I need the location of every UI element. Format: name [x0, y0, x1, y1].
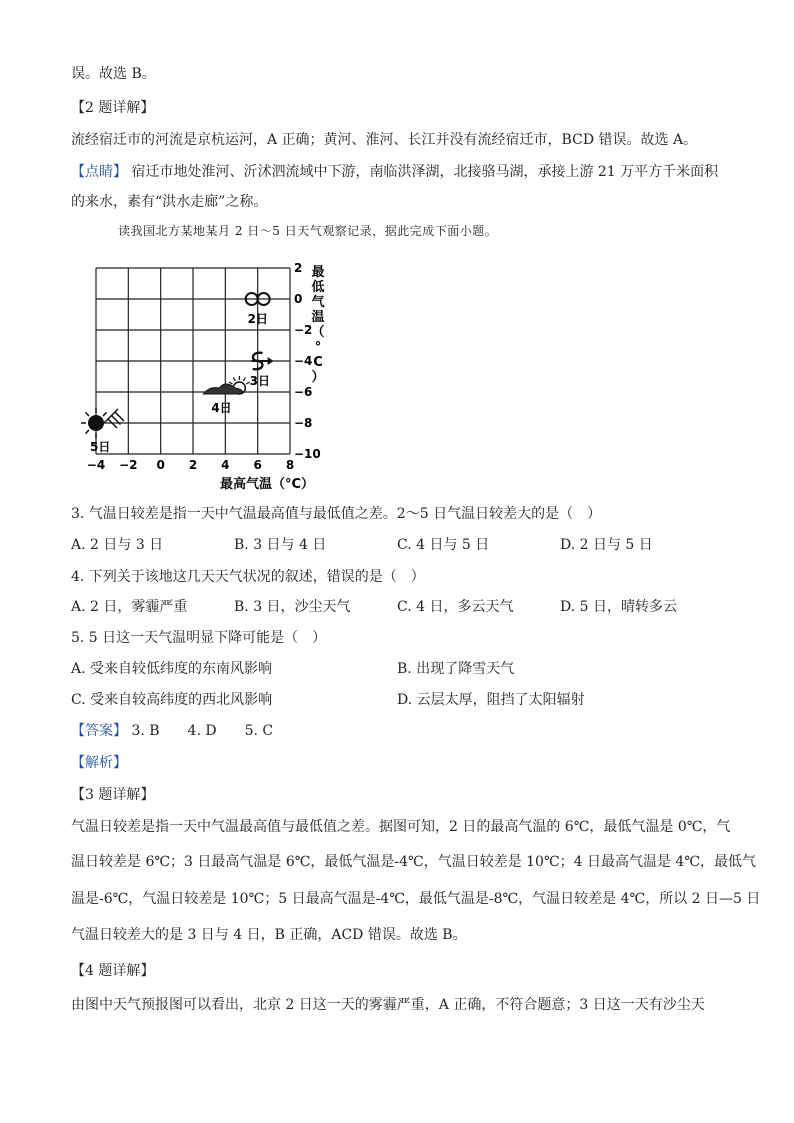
sun-ray: [233, 378, 235, 381]
y-axis-label-char: 低: [311, 280, 325, 295]
q3-option-a: A. 2 日与 3 日: [71, 537, 164, 553]
data-point-cloudy: [203, 376, 249, 415]
answer-line: [71, 721, 273, 741]
text-line: 温是-6℃，气温日较差是 10℃；5 日最高气温是-4℃，最低气温是-8℃，气温日较差是 4℃，所以 2 日—5 日: [71, 891, 761, 907]
tip-text: 宿迁市地处淮河、沂沭泗流域中下游，南临洪泽湖，北接骆马湖，承接上游 21 万平方千米面积: [131, 164, 719, 180]
answer-text: 3. B 4. D 5. C: [131, 723, 274, 739]
q3-option-d: D. 2 日与 5 日: [560, 537, 653, 553]
q5-option-a: A. 受来自较低纬度的东南风影响: [71, 661, 273, 677]
answer-tag: 【答案】: [71, 723, 127, 739]
text-line: 气温日较差是指一天中气温最高值与最低值之差。据图可知，2 日的最高气温的 6℃，最低气温是 0℃，气: [71, 819, 731, 835]
data-point-sandstorm: [250, 353, 274, 388]
cloud-icon: [203, 384, 242, 394]
y-axis-label: [311, 265, 325, 385]
y-axis-label-char: ）: [311, 370, 325, 385]
section-heading: 【3 题详解】: [71, 787, 155, 803]
y-tick-label: 0: [294, 292, 303, 306]
sun-ray: [229, 382, 232, 384]
text-line: 误。故选 B。: [71, 66, 156, 82]
y-tick-label: 2: [294, 261, 303, 275]
y-axis-label-char: （: [311, 325, 325, 340]
q4-option-a: A. 2 日，雾霾严重: [71, 599, 188, 615]
x-tick-label: −2: [119, 458, 138, 472]
x-axis-label: 最高气温（°C）: [220, 477, 315, 492]
text-line: 的来水，素有“洪水走廊”之称。: [71, 194, 268, 210]
sun-icon: [88, 415, 104, 431]
figure-intro: 读我国北方某地某月 2 日～5 日天气观察记录，据此完成下面小题。: [118, 224, 498, 238]
y-axis-label-char: 最: [311, 265, 325, 280]
analysis-heading: 【解析】: [71, 755, 127, 771]
y-axis-label-char: C: [313, 355, 323, 370]
chart-points: [81, 293, 274, 454]
x-tick-label: 4: [221, 458, 230, 472]
text-line: 温日较差是 6℃；3 日最高气温是 6℃，最低气温是-4℃，气温日较差是 10℃；4 日最高气温是 4℃，最低气: [71, 854, 756, 870]
section-heading: 【4 题详解】: [71, 963, 155, 979]
question-4: 4. 下列关于该地这几天天气状况的叙述，错误的是（ ）: [71, 569, 425, 585]
x-tick-label: −4: [86, 458, 106, 472]
sun-ray: [103, 412, 107, 416]
point-label: 3日: [249, 374, 271, 388]
q4-option-b: B. 3 日，沙尘天气: [234, 599, 351, 615]
y-axis-label-char: 温: [311, 310, 325, 325]
y-axis-label-char: 气: [311, 295, 325, 310]
text-line: 气温日较差大的是 3 日与 4 日，B 正确，ACD 错误。故选 B。: [71, 927, 467, 943]
question-3: 3. 气温日较差是指一天中气温最高值与最低值之差。2～5 日气温日较差大的是（ ）: [71, 506, 602, 522]
text-line: 由图中天气预报图可以看出，北京 2 日这一天的雾霾严重，A 正确，不符合题意；3 日这一天有沙尘天: [71, 997, 705, 1013]
y-tick-label: −2: [294, 323, 313, 337]
y-tick-label: −10: [294, 447, 321, 461]
q4-option-c: C. 4 日，多云天气: [397, 599, 514, 615]
text-line: 流经宿迁市的河流是京杭运河，A 正确；黄河、淮河、长江并没有流经宿迁市，BCD 错误。故选 A。: [71, 132, 698, 148]
weather-chart: [70, 260, 430, 500]
q3-option-b: B. 3 日与 4 日: [234, 537, 327, 553]
point-label: 4日: [211, 401, 232, 415]
y-tick-label: −8: [294, 416, 313, 430]
q5-option-b: B. 出现了降雪天气: [397, 661, 515, 677]
sun-ray: [85, 412, 89, 416]
x-tick-labels: [87, 458, 294, 472]
y-tick-label: −6: [294, 385, 313, 399]
q3-option-c: C. 4 日与 5 日: [397, 537, 490, 553]
y-axis-label-char: °: [314, 340, 322, 355]
y-tick-label: −4: [294, 354, 313, 368]
q4-option-d: D. 5 日，晴转多云: [560, 599, 677, 615]
sandstorm-arrow-head: [268, 357, 274, 365]
question-5: 5. 5 日这一天气温明显下降可能是（ ）: [71, 630, 327, 646]
x-tick-label: 6: [253, 458, 262, 472]
x-tick-label: 2: [188, 458, 198, 472]
tip-tag: 【点睛】: [71, 164, 127, 180]
q5-option-d: D. 云层太厚，阻挡了太阳辐射: [397, 692, 585, 708]
sun-ray: [243, 378, 245, 381]
data-point-sunny: [81, 408, 124, 454]
point-label: 2日: [247, 312, 269, 326]
x-tick-label: 0: [156, 458, 165, 472]
section-heading: 【2 题详解】: [71, 100, 155, 116]
q5-option-c: C. 受来自较高纬度的西北风影响: [71, 692, 273, 708]
sun-ray: [85, 430, 89, 434]
tip-line: [71, 162, 718, 182]
x-tick-label: 8: [285, 458, 295, 472]
point-label: 5日: [90, 440, 111, 454]
